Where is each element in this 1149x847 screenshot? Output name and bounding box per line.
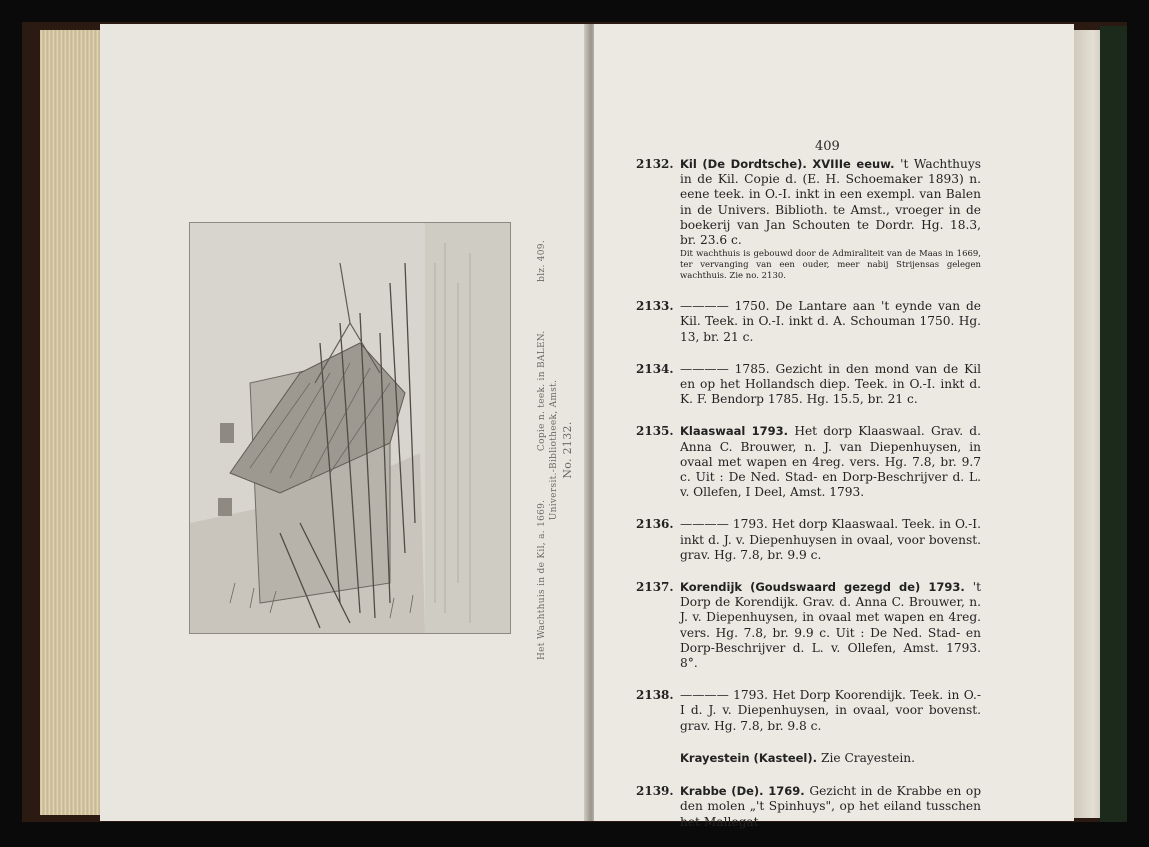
cover-edge (1100, 26, 1127, 822)
entry-number: 2138. (636, 688, 674, 703)
entry-text (680, 751, 981, 766)
caption-right: blz. 409. (537, 240, 547, 282)
entry-number: 2134. (636, 361, 674, 376)
catalogue-entry (636, 751, 981, 766)
caption-left: Het Wachthuis in de Kil, a. 1669. (537, 499, 547, 660)
entry-number: 2139. (636, 784, 674, 799)
catalogue-entry (636, 688, 981, 734)
entry-number: 2137. (636, 580, 674, 595)
entry-body: ———— 1793. Het dorp Klaaswaal. Teek. in O.-I. inkt d. J. v. Diepenhuysen in ovaal, voor bovenst. grav. Hg. 7.8, br. 9.9 c. (680, 517, 981, 562)
caption-number: No. 2132. (561, 421, 574, 479)
entry-body: Het dorp Klaaswaal. Grav. d. Anna C. Brouwer, n. J. van Diepenhuysen, in ovaal met wapen en 4reg. vers. Hg. 7.8, br. 9.7 c. Uit : De Ned. Stad- en Dorp-Beschrijver d. L. v. Ollefen, I Deel, Amst. 1793. (680, 424, 981, 500)
entry-text (680, 688, 981, 734)
page-number: 409 (815, 139, 840, 154)
entry-heading: Kil (De Dordtsche). XVIIIe eeuw. (680, 157, 901, 171)
entry-heading: Krabbe (De). 1769. (680, 784, 810, 799)
entry-body: 't Dorp de Korendijk. Grav. d. Anna C. Brouwer, n. J. v. Diepenhuysen, in ovaal met wapen en 4reg. vers. Hg. 7.8, br. 9.9 c. Uit : De Ned. Stad- en Dorp-Beschrijver d. L. v. Ollefen, Amst. 1793. 8°. (680, 580, 981, 671)
caption-line2: Universit.-Bibliotheek, Amst. (549, 379, 559, 521)
entry-body: Zie Crayestein. (821, 750, 915, 765)
catalogue-entry (636, 362, 981, 408)
entry-note: Dit wachthuis is gebouwd door de Admiraliteit van de Maas in 1669, ter vervanging van een ouder, meer nabij Strijensas gelegen wachthuis. Zie no. 2130. (680, 249, 981, 282)
catalogue-entry (636, 299, 981, 345)
wachthuis-illustration (190, 223, 510, 633)
entry-heading: Klaaswaal 1793. (680, 424, 795, 439)
entry-text (680, 362, 981, 408)
entry-body: ———— 1785. Gezicht in den mond van de Kil en op het Hollandsch diep. Teek. in O.-I. inkt d. K. F. Bendorp 1785. Hg. 15.5, br. 21 c. (680, 361, 981, 407)
entry-text (680, 424, 981, 500)
catalogue-entry (636, 517, 981, 563)
catalogue-entry (636, 580, 981, 671)
catalogue-entry (636, 157, 981, 282)
plate-caption (536, 240, 574, 660)
entry-number: 2135. (636, 424, 674, 439)
entry-text (680, 517, 981, 563)
catalogue-entry (636, 784, 981, 830)
entry-body: Gezicht in de Krabbe en op den molen „'t Spinhuys", op het eiland tusschen het Mallegat (680, 784, 982, 829)
entry-body: 't Wachthuys in de Kil. Copie d. (E. H. Schoemaker 1893) n. eene teek. in O.-I. inkt in een exempl. van Balen in de Univers. Biblioth. te Amst., vroeger in de boekerij van Jan Schouten te Dordr. Hg. 18.3, br. 23.6 c. (680, 157, 981, 248)
entry-number: 2133. (636, 299, 674, 314)
entry-number: 2132. (636, 157, 674, 171)
entry-heading: Korendijk (Goudswaard gezegd de) 1793. (680, 580, 973, 595)
entry-body: ———— 1793. Het Dorp Koorendijk. Teek. in O.-I d. J. v. Diepenhuysen, in ovaal, voor bovenst. grav. Hg. 7.8, br. 9.8 c. (680, 688, 981, 733)
entry-text (680, 299, 981, 345)
catalogue-entry (636, 424, 981, 500)
engraving-plate (189, 222, 511, 634)
entry-text (680, 784, 981, 830)
entry-heading: Krayestein (Kasteel). (680, 750, 821, 765)
caption-mid: Copie n. teek. in BALEN. (537, 330, 547, 452)
entry-text (680, 580, 981, 671)
entry-text (680, 157, 981, 248)
entry-number: 2136. (636, 517, 674, 532)
catalogue-entries (636, 157, 981, 847)
entry-body: ———— 1750. De Lantare aan 't eynde van de Kil. Teek. in O.-I. inkt d. A. Schouman 1750. Hg. 13, br. 21 c. (680, 299, 981, 344)
